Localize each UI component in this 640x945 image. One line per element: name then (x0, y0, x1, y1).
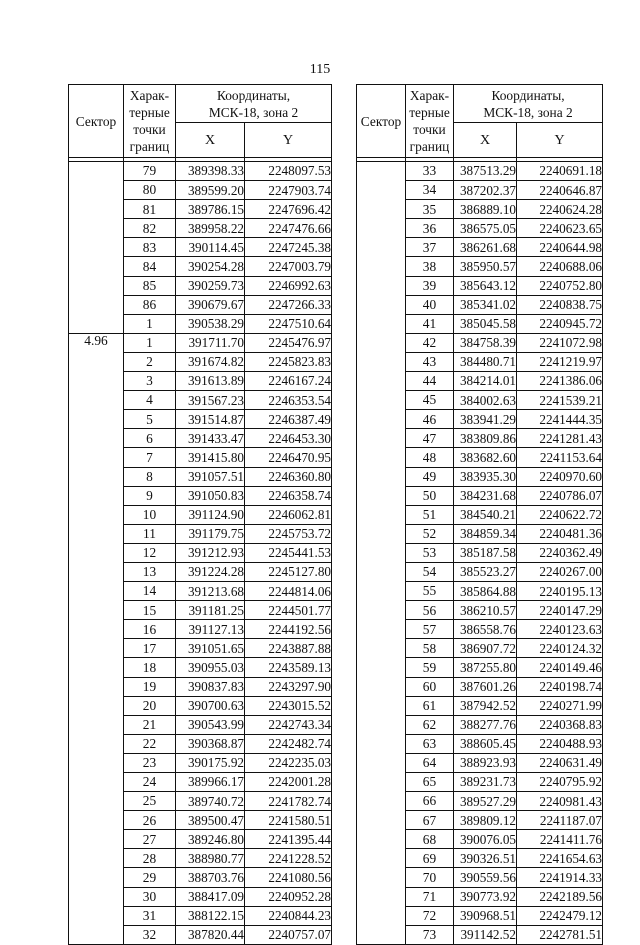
x-cell: 387255.80 (454, 658, 517, 677)
y-cell: 2246992.63 (245, 276, 332, 295)
y-cell: 2242781.51 (517, 925, 603, 944)
point-cell: 60 (406, 677, 454, 696)
y-cell: 2247510.64 (245, 314, 332, 333)
y-cell: 2240362.49 (517, 543, 603, 562)
sector-cell: 4.96 (69, 333, 124, 944)
point-cell: 63 (406, 734, 454, 753)
y-cell: 2241444.35 (517, 410, 603, 429)
coords-header: Координаты, МСК-18, зона 2 (176, 85, 332, 123)
x-cell: 391613.89 (176, 372, 245, 391)
x-cell: 387513.29 (454, 162, 517, 181)
y-cell: 2240271.99 (517, 696, 603, 715)
x-cell: 390968.51 (454, 906, 517, 925)
coords-header: Координаты, МСК-18, зона 2 (454, 85, 603, 123)
point-cell: 4 (124, 391, 176, 410)
y-cell: 2246167.24 (245, 372, 332, 391)
point-cell: 15 (124, 601, 176, 620)
point-cell: 46 (406, 410, 454, 429)
point-cell: 41 (406, 314, 454, 333)
y-cell: 2245753.72 (245, 524, 332, 543)
x-cell: 389958.22 (176, 219, 245, 238)
y-cell: 2240970.60 (517, 467, 603, 486)
y-cell: 2243589.13 (245, 658, 332, 677)
x-cell: 391514.87 (176, 410, 245, 429)
x-cell: 389966.17 (176, 773, 245, 792)
coordinates-table-left (68, 84, 332, 945)
x-cell: 384859.34 (454, 524, 517, 543)
x-cell: 388122.15 (176, 906, 245, 925)
point-cell: 18 (124, 658, 176, 677)
y-cell: 2242001.28 (245, 773, 332, 792)
y-cell: 2240691.18 (517, 162, 603, 181)
y-cell: 2246360.80 (245, 467, 332, 486)
x-cell: 386558.76 (454, 620, 517, 639)
x-header: X (454, 123, 517, 158)
point-cell: 71 (406, 887, 454, 906)
y-cell: 2240952.28 (245, 887, 332, 906)
x-cell: 385187.58 (454, 543, 517, 562)
y-cell: 2242235.03 (245, 753, 332, 772)
y-cell: 2241072.98 (517, 333, 603, 352)
point-cell: 51 (406, 505, 454, 524)
point-cell: 83 (124, 238, 176, 257)
point-cell: 72 (406, 906, 454, 925)
y-cell: 2240757.07 (245, 925, 332, 944)
x-cell: 388417.09 (176, 887, 245, 906)
x-cell: 383935.30 (454, 467, 517, 486)
x-cell: 390326.51 (454, 849, 517, 868)
table-row (69, 333, 332, 352)
point-cell: 43 (406, 352, 454, 371)
point-cell: 23 (124, 753, 176, 772)
point-cell: 26 (124, 811, 176, 830)
y-cell: 2240622.72 (517, 505, 603, 524)
y-cell: 2245441.53 (245, 543, 332, 562)
y-cell: 2240624.28 (517, 200, 603, 219)
point-cell: 16 (124, 620, 176, 639)
x-cell: 383809.86 (454, 429, 517, 448)
point-cell: 5 (124, 410, 176, 429)
y-cell: 2242743.34 (245, 715, 332, 734)
x-cell: 389809.12 (454, 811, 517, 830)
points-header: Харак- терные точки границ (406, 85, 454, 158)
y-cell: 2241228.52 (245, 849, 332, 868)
y-cell: 2244192.56 (245, 620, 332, 639)
x-cell: 384540.21 (454, 505, 517, 524)
y-cell: 2240646.87 (517, 181, 603, 200)
point-cell: 22 (124, 734, 176, 753)
x-cell: 385950.57 (454, 257, 517, 276)
y-cell: 2247003.79 (245, 257, 332, 276)
y-cell: 2240945.72 (517, 314, 603, 333)
y-cell: 2243297.90 (245, 677, 332, 696)
x-cell: 389527.29 (454, 792, 517, 811)
table-body (357, 162, 603, 945)
point-cell: 47 (406, 429, 454, 448)
y-cell: 2247476.66 (245, 219, 332, 238)
point-cell: 45 (406, 391, 454, 410)
y-cell: 2241539.21 (517, 391, 603, 410)
point-cell: 81 (124, 200, 176, 219)
point-cell: 65 (406, 773, 454, 792)
table-row (69, 162, 332, 181)
point-cell: 82 (124, 219, 176, 238)
y-header: Y (245, 123, 332, 158)
point-cell: 19 (124, 677, 176, 696)
y-cell: 2241386.06 (517, 372, 603, 391)
x-cell: 389246.80 (176, 830, 245, 849)
y-cell: 2241080.56 (245, 868, 332, 887)
y-cell: 2246453.30 (245, 429, 332, 448)
y-cell: 2240631.49 (517, 753, 603, 772)
x-header: X (176, 123, 245, 158)
x-cell: 390773.92 (454, 887, 517, 906)
x-cell: 390368.87 (176, 734, 245, 753)
y-cell: 2240786.07 (517, 486, 603, 505)
x-cell: 391674.82 (176, 352, 245, 371)
point-cell: 30 (124, 887, 176, 906)
point-cell: 54 (406, 562, 454, 581)
y-cell: 2244501.77 (245, 601, 332, 620)
x-cell: 391127.13 (176, 620, 245, 639)
y-cell: 2241411.76 (517, 830, 603, 849)
x-cell: 391142.52 (454, 925, 517, 944)
x-cell: 390837.83 (176, 677, 245, 696)
x-cell: 386575.05 (454, 219, 517, 238)
x-cell: 383682.60 (454, 448, 517, 467)
x-cell: 385045.58 (454, 314, 517, 333)
y-cell: 2246062.81 (245, 505, 332, 524)
x-cell: 384231.68 (454, 486, 517, 505)
x-cell: 389599.20 (176, 181, 245, 200)
y-cell: 2240147.29 (517, 601, 603, 620)
point-cell: 79 (124, 162, 176, 181)
point-cell: 52 (406, 524, 454, 543)
table-row (357, 162, 603, 181)
point-cell: 29 (124, 868, 176, 887)
x-cell: 387820.44 (176, 925, 245, 944)
point-cell: 58 (406, 639, 454, 658)
y-cell: 2245476.97 (245, 333, 332, 352)
x-cell: 390559.56 (454, 868, 517, 887)
table-body (69, 162, 332, 945)
point-cell: 80 (124, 181, 176, 200)
point-cell: 86 (124, 295, 176, 314)
point-cell: 25 (124, 792, 176, 811)
x-cell: 390076.05 (454, 830, 517, 849)
x-cell: 387942.52 (454, 696, 517, 715)
x-cell: 391415.80 (176, 448, 245, 467)
point-cell: 12 (124, 543, 176, 562)
point-cell: 9 (124, 486, 176, 505)
y-cell: 2245127.80 (245, 562, 332, 581)
y-cell: 2246387.49 (245, 410, 332, 429)
point-cell: 67 (406, 811, 454, 830)
y-cell: 2240149.46 (517, 658, 603, 677)
x-cell: 386889.10 (454, 200, 517, 219)
point-cell: 11 (124, 524, 176, 543)
x-cell: 389500.47 (176, 811, 245, 830)
y-cell: 2240981.43 (517, 792, 603, 811)
point-cell: 49 (406, 467, 454, 486)
x-cell: 384214.01 (454, 372, 517, 391)
x-cell: 387202.37 (454, 181, 517, 200)
x-cell: 385643.12 (454, 276, 517, 295)
x-cell: 385864.88 (454, 582, 517, 601)
point-cell: 14 (124, 582, 176, 601)
point-cell: 32 (124, 925, 176, 944)
x-cell: 388923.93 (454, 753, 517, 772)
x-cell: 390538.29 (176, 314, 245, 333)
y-cell: 2240838.75 (517, 295, 603, 314)
x-cell: 391212.93 (176, 543, 245, 562)
x-cell: 384758.39 (454, 333, 517, 352)
x-cell: 390114.45 (176, 238, 245, 257)
x-cell: 391051.65 (176, 639, 245, 658)
y-cell: 2241395.44 (245, 830, 332, 849)
y-cell: 2240198.74 (517, 677, 603, 696)
point-cell: 44 (406, 372, 454, 391)
x-cell: 383941.29 (454, 410, 517, 429)
y-cell: 2241654.63 (517, 849, 603, 868)
y-cell: 2240752.80 (517, 276, 603, 295)
x-cell: 391213.68 (176, 582, 245, 601)
point-cell: 2 (124, 352, 176, 371)
y-cell: 2241914.33 (517, 868, 603, 887)
y-cell: 2246353.54 (245, 391, 332, 410)
x-cell: 389398.33 (176, 162, 245, 181)
x-cell: 387601.26 (454, 677, 517, 696)
y-cell: 2245823.83 (245, 352, 332, 371)
y-cell: 2242189.56 (517, 887, 603, 906)
y-cell: 2246470.95 (245, 448, 332, 467)
y-cell: 2241219.97 (517, 352, 603, 371)
point-cell: 17 (124, 639, 176, 658)
sector-header: Сектор (69, 85, 124, 158)
x-cell: 388703.76 (176, 868, 245, 887)
y-cell: 2240844.23 (245, 906, 332, 925)
point-cell: 24 (124, 773, 176, 792)
x-cell: 390679.67 (176, 295, 245, 314)
x-cell: 386261.68 (454, 238, 517, 257)
y-cell: 2242479.12 (517, 906, 603, 925)
point-cell: 53 (406, 543, 454, 562)
sector-header: Сектор (357, 85, 406, 158)
y-header: Y (517, 123, 603, 158)
y-cell: 2240368.83 (517, 715, 603, 734)
y-cell: 2240124.32 (517, 639, 603, 658)
x-cell: 385523.27 (454, 562, 517, 581)
point-cell: 50 (406, 486, 454, 505)
y-cell: 2240123.63 (517, 620, 603, 639)
y-cell: 2248097.53 (245, 162, 332, 181)
point-cell: 21 (124, 715, 176, 734)
y-cell: 2246358.74 (245, 486, 332, 505)
point-cell: 6 (124, 429, 176, 448)
point-cell: 40 (406, 295, 454, 314)
point-cell: 37 (406, 238, 454, 257)
point-cell: 34 (406, 181, 454, 200)
point-cell: 70 (406, 868, 454, 887)
y-cell: 2244814.06 (245, 582, 332, 601)
point-cell: 66 (406, 792, 454, 811)
point-cell: 38 (406, 257, 454, 276)
y-cell: 2240688.06 (517, 257, 603, 276)
x-cell: 390175.92 (176, 753, 245, 772)
y-cell: 2240267.00 (517, 562, 603, 581)
x-cell: 389740.72 (176, 792, 245, 811)
coordinates-table-right (356, 84, 603, 945)
y-cell: 2240488.93 (517, 734, 603, 753)
point-cell: 85 (124, 276, 176, 295)
y-cell: 2243887.88 (245, 639, 332, 658)
x-cell: 389786.15 (176, 200, 245, 219)
y-cell: 2247266.33 (245, 295, 332, 314)
x-cell: 388980.77 (176, 849, 245, 868)
y-cell: 2240623.65 (517, 219, 603, 238)
point-cell: 55 (406, 582, 454, 601)
point-cell: 59 (406, 658, 454, 677)
point-cell: 36 (406, 219, 454, 238)
point-cell: 1 (124, 333, 176, 352)
x-cell: 384480.71 (454, 352, 517, 371)
sector-cell (357, 162, 406, 945)
point-cell: 39 (406, 276, 454, 295)
point-cell: 10 (124, 505, 176, 524)
points-header: Харак- терные точки границ (124, 85, 176, 158)
x-cell: 390955.03 (176, 658, 245, 677)
point-cell: 84 (124, 257, 176, 276)
y-cell: 2240644.98 (517, 238, 603, 257)
point-cell: 7 (124, 448, 176, 467)
y-cell: 2241187.07 (517, 811, 603, 830)
x-cell: 391224.28 (176, 562, 245, 581)
x-cell: 391057.51 (176, 467, 245, 486)
x-cell: 390543.99 (176, 715, 245, 734)
point-cell: 33 (406, 162, 454, 181)
point-cell: 42 (406, 333, 454, 352)
y-cell: 2247245.38 (245, 238, 332, 257)
y-cell: 2241580.51 (245, 811, 332, 830)
point-cell: 1 (124, 314, 176, 333)
x-cell: 391181.25 (176, 601, 245, 620)
point-cell: 57 (406, 620, 454, 639)
point-cell: 35 (406, 200, 454, 219)
x-cell: 391567.23 (176, 391, 245, 410)
y-cell: 2240195.13 (517, 582, 603, 601)
x-cell: 386907.72 (454, 639, 517, 658)
x-cell: 388605.45 (454, 734, 517, 753)
point-cell: 13 (124, 562, 176, 581)
y-cell: 2241153.64 (517, 448, 603, 467)
x-cell: 390259.73 (176, 276, 245, 295)
point-cell: 68 (406, 830, 454, 849)
point-cell: 20 (124, 696, 176, 715)
point-cell: 3 (124, 372, 176, 391)
point-cell: 31 (124, 906, 176, 925)
point-cell: 73 (406, 925, 454, 944)
point-cell: 61 (406, 696, 454, 715)
y-cell: 2242482.74 (245, 734, 332, 753)
x-cell: 388277.76 (454, 715, 517, 734)
point-cell: 48 (406, 448, 454, 467)
sector-cell (69, 162, 124, 334)
point-cell: 28 (124, 849, 176, 868)
point-cell: 69 (406, 849, 454, 868)
x-cell: 391124.90 (176, 505, 245, 524)
y-cell: 2241782.74 (245, 792, 332, 811)
point-cell: 8 (124, 467, 176, 486)
x-cell: 390254.28 (176, 257, 245, 276)
point-cell: 56 (406, 601, 454, 620)
x-cell: 391433.47 (176, 429, 245, 448)
point-cell: 62 (406, 715, 454, 734)
x-cell: 384002.63 (454, 391, 517, 410)
x-cell: 389231.73 (454, 773, 517, 792)
point-cell: 64 (406, 753, 454, 772)
x-cell: 386210.57 (454, 601, 517, 620)
x-cell: 391711.70 (176, 333, 245, 352)
y-cell: 2241281.43 (517, 429, 603, 448)
x-cell: 390700.63 (176, 696, 245, 715)
y-cell: 2240795.92 (517, 773, 603, 792)
x-cell: 391050.83 (176, 486, 245, 505)
point-cell: 27 (124, 830, 176, 849)
x-cell: 391179.75 (176, 524, 245, 543)
y-cell: 2240481.36 (517, 524, 603, 543)
y-cell: 2247696.42 (245, 200, 332, 219)
y-cell: 2243015.52 (245, 696, 332, 715)
y-cell: 2247903.74 (245, 181, 332, 200)
x-cell: 385341.02 (454, 295, 517, 314)
page-number: 115 (309, 62, 331, 77)
